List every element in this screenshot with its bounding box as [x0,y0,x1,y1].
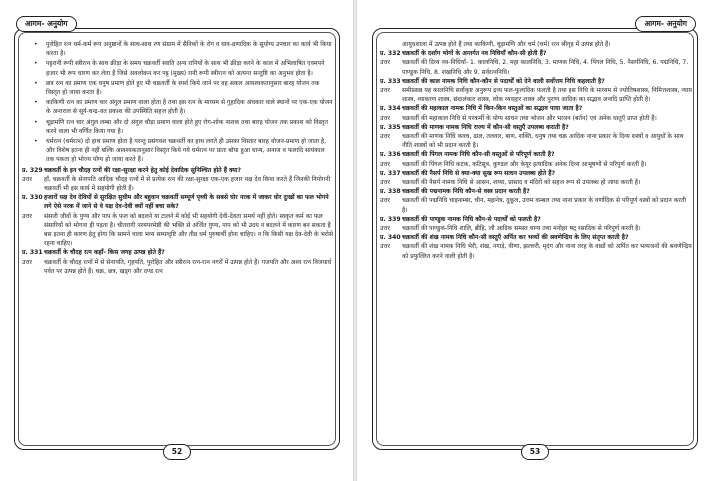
question-number: प्र. 335 [380,123,401,131]
answer-text: चक्रवर्ती की दिव्य नव-निधियाँ- 1. कालनिधि, 2. महा कालनिधि, 3. माणक निधि, 4. पिंगल निधि, 5. नैसर्पनिधि, 6. पद्मनिधि, 7. पाण्डुक निधि, 8. शंखनिधि और 9. सर्वरत्ननिधि। [402,59,689,76]
bullet-icon: • [34,99,38,107]
answer-label: उत्तर [22,212,33,220]
question-text: चक्रवर्ती की पिंगल नामक निधि कौन-सी वस्तुओं से परिपूर्ण करती है? [402,151,555,159]
question-number: प्र. 337 [380,169,401,177]
answer-text: संसारी जीवों के पुण्य और पाप के फल को बदलने या टालने में कोई भी सहयोगी देवी-देवता समर्थ नहीं होते। स्वकृत कर्म का फल संसारियों को भोगना ही पड़ता है। चीतरागी परमपरमेष्ठी की भक्ति से अर्जित पुण्य, पाप को भी उदय न बदलने में कारण बन सकता है बस इतना ही कारण हेतु होगा कि सामने वाला भव्य सम्यग्दृष्टि और तीव्र धर्म पुरुषार्थी होना चाहिए। न कि किसी यक्ष देव-देवी के भरोसे रहना चाहिए। [44,212,333,248]
bullet-text: छत्र रत्न का प्रमाण एक धनुष प्रमाण होते हुए भी चक्रवर्ती के स्पर्श किये जाने पर वह सकल आवश्यकतानुसार बारह योजन तक विस्तृत हो जाया करता है। [46,79,320,97]
page-number: 52 [163,444,191,460]
answer-text: समीप्रसन्न यह कालनिधि सर्वोकृष्ट अनुरूप द्रव्य फल-फूलादिक फलती है तथा इस निधि के माध्यम से ज्योतिषशास्त्र, निमित्तशास्त्र, न्याय शास्त्र, व्याकरण शास्त्र, छंदालंकार शास्त्र, लोक व्यवहार शास्त्र और पुराण आदिक का सद्भाव अनादि प्राप्ति होती है। [402,87,692,104]
answer-row [22,175,334,193]
answer-text: चक्रवर्ती की पाण्डुक-निधि शालि, ब्रीहि, जौ आदिक समस्त धान्य तथा मनोहर षट् रसादिक से परिपूर्ण करती है। [402,225,641,233]
answer-label: उत्तर [380,243,391,251]
bullet-icon: • [34,79,38,87]
bullet-icon: • [34,118,38,126]
bullet-icon: • [34,41,38,48]
question-text: चक्रवर्ती की नैसर्प निधि से क्या-क्या सुख रूप साधन उपलब्ध होते हैं? [402,169,556,177]
book-gutter [353,0,357,481]
answer-text: चक्रवर्ती की शंख नामक निधि भेरी, शंख, नगाड़े, वीणा, झल्लरी, मृदंग और नाना तरह के वाद्यों को अर्पित कर भव्यजनों की श्रवणेन्द्रिय को प्रफुल्लित करने वाली होती है। [402,243,692,260]
question-number: प्र. 333 [380,77,401,85]
question-number: प्र. 330 [22,194,43,202]
bullet-item [22,40,334,58]
answer-label: उत्तर [380,114,391,122]
answer-label: उत्तर [380,160,391,168]
answer-label: उत्तर [380,179,391,187]
answer-row [380,114,692,123]
question-row [380,215,692,224]
answer-label: उत्तर [380,225,391,233]
answer-row [380,178,692,187]
answer-row [380,160,692,169]
bullet-text: पट्टरानी रूपी स्त्रीरत्न के साथ क्रीड़ा के समय चक्रवर्ती स्वाति अन्य रानियों के साथ भी क्रीड़ा करने के काल में अभिलाषित एवमपने हजार भी रूप धारण कर लेता है जिसे अवलोकन कर पट्ट (मुख्य) रानी रूपी स्त्रीरत्न को अत्यन्त सन्तुष्टि का अनुभव होता है। [46,60,325,77]
answer-label: उत्तर [22,258,33,266]
bullet-item [22,98,334,116]
answer-row [380,224,692,233]
bullet-icon: • [34,60,38,68]
bullet-text: धर्मरत्न (चर्मरत्न) दो हाथ प्रमाण होता है परन्तु प्रसंगवश चक्रवर्ती का हाथ लगते ही उसका विस्तार बारह योजन-प्रमाण हो जाता है, और विशेष इतना ही नहीं बल्कि आवश्यकतानुसार विस्तृत किये गये धर्मरत्न पर प्रातः बोया हुआ धान्य, अनाज व फलादि सायंकाल तक पकता हो भोज्य योग्य हो जाया करते हैं। [46,138,327,164]
bullet-item [22,118,334,136]
bullet-item [22,79,334,97]
bullet-icon: • [34,138,38,146]
question-row [380,169,692,178]
page-content [380,40,692,438]
question-number: प्र. 331 [22,249,43,257]
qa-list [22,166,334,276]
qa-list [380,49,692,261]
question-row [22,166,334,175]
question-row [380,77,692,86]
answer-label: उत्तर [22,175,33,183]
running-header: आगम- अनुयोग [16,16,77,32]
answer-text: चक्रवर्ती की पद्मनिधि चाइनाम्बर, चीन, महानेत्र, दुकूल, उत्तम कम्बल तथा नाना प्रकार के वर्णादिक से परिपूर्ण वस्त्रों को प्रदान करती है। [402,197,686,214]
question-number: प्र. 334 [380,105,401,113]
question-row [380,123,692,132]
question-row [380,49,692,58]
answer-text: चक्रवर्ती की नैसर्प नामक निधि से आसन, शय्या, प्रासाद व मंदिरों को सहज रूप से उपलब्ध हो जाया करती है। [402,179,641,187]
answer-row [380,86,692,104]
left-page [4,4,350,474]
bullet-text: काकिणी रत्न का प्रमाण चार अंगुल प्रमाण वाला होता है तथा इस रत्न के माध्यम से गुहादिक अंधकार वाले स्थानों पर एक-एक योजन के अन्तराल से सूर्य-चन्द्र-वत प्रकाश की उपस्थिति सहज होती है। [46,99,333,116]
bullet-item [22,137,334,165]
question-text: चक्रवर्ती की पद्मनामक निधि कौन-से वस्त्र प्रदान करती है? [402,188,530,196]
question-row [380,187,692,196]
answer-label: उत्तर [380,133,391,141]
answer-text: चक्रवर्ती की माणक निधि कवच, ढाल, तलवार, बाण, शक्ति, धनुष तथा चक्र आदिक नाना प्रकार के दिव्य शस्त्रों व आयुधों के साथ नीति शास्त्रों को भी प्रदान करती है। [402,133,684,150]
bullet-item [22,59,334,77]
question-text: चक्रवर्ती के चौदह रत्न कहाँ- किस जगह उत्पन्न होते हैं? [44,249,165,257]
continuation-paragraph: आयुधशाला में उत्पन्न होते हैं तथा काकिणी, चूड़ामणि और चर्म (चर्म) रत्न श्रीगृह में उत्पन्न होते हैं। [402,41,611,48]
bullet-text: पुरोहित रत्न धर्म-कर्म रूप अनुष्ठानों के साथ-साथ रण संग्राम में सैनिकों के रोग व घाव-व्रणादिक के सुयोग्य उपचार का कार्य भी किया करता है। [46,41,332,58]
question-number: प्र. 336 [380,151,401,159]
answer-text: चक्रवर्ती के चौदह रत्नों में से सेनापति, गृहपति, पुरोहित और स्त्रीरत्न रत्न-रत्न नगरों में उत्पन्न होते हैं। गजपति और अश्व रत्न विजयार्ध पर्वत पर उत्पन्न होते हैं। चक्र, छत्र, खड्ग और दण्ड रत्न [44,258,332,275]
answer-label: उत्तर [380,197,391,205]
question-text: चक्रवर्ती की शंख नामक निधि कौन-सी वस्तुएँ अर्पित कर भव्यों की श्रवणेन्द्रिय के लिए संतृप्त करती है? [402,234,629,242]
answer-row [22,212,334,249]
answer-text: चक्रवर्ती की महाकाल निधि से परकर्मी के योग्य साधन तथा भोजन और भाजन (बर्तन) एवं अनेक धातुएँ प्राप्त होती हैं। [402,114,657,122]
question-text: चक्रवर्ती की पाण्डुक नामक निधि कौन-से पदार्थों को फलती है? [402,215,541,223]
bullet-list [22,40,334,165]
question-text: चक्रवर्ती की काल नामक निधि कौन-कौन से पदार्थों को देने वाली सर्वोत्तम निधि कहलाती है? [402,77,605,85]
answer-label: उत्तर [380,59,391,67]
question-number: प्र. 329 [22,166,43,174]
question-row [22,248,334,257]
question-text: चक्रवर्ती के इन चौदह रत्नों की रक्षा-सुरक्षा करने हेतु कोई देवादिक सुनिश्चित होते हैं क्या? [44,166,242,174]
answer-text: हाँ, चक्रवर्ती के सेनापति आदिक चौदह रत्नों में से प्रत्येक रत्न की रक्षा-सुरक्षा एक-एक हजार यक्ष देव किया करते हैं जिनकी नियोगनी चक्रवर्ती भी इस कार्य में सहयोगी होती हैं। [44,175,331,193]
answer-row [22,258,334,276]
answer-label: उत्तर [380,87,391,95]
question-text: हजारों यक्ष देव देवियों से सुरक्षित सुधीम और बहुवान चक्रवर्ती सम्पूर्ण पृथ्वी के सबसे घोर नरक में जाकर घोर दुःखों का फल भोगने लगे ऐसे नरक में जाने से वे यक्ष देव-देवी क्यों नहीं बचा सके? [44,194,329,211]
question-row [380,104,692,113]
page-number: 53 [521,444,549,460]
right-page [362,4,708,474]
answer-row [380,242,692,260]
question-text: चक्रवर्ती के दर्शाग भोगों के अन्तर्गत नव निधियाँ कौन-सी होती हैं? [402,50,547,58]
running-header: आगम- अनुयोग [635,16,696,32]
question-row [380,150,692,159]
question-number: प्र. 339 [380,215,401,223]
question-row [380,233,692,242]
answer-text: चक्रवर्ती की पिंगल निधि कटक, कटिसूत्र, कुण्डल और केयूर इत्यादिक अनेक दिव्य आभूषणों से परिपूर्ण करती है। [402,160,647,168]
answer-row [380,58,692,76]
answer-row [380,196,692,214]
question-number: प्र. 338 [380,188,401,196]
question-number: प्र. 340 [380,234,401,242]
question-text: चक्रवर्ती की माणक नामक निधि राज्य में कौन-सी वस्तुएँ उपलब्ध कराती है? [402,123,569,131]
question-text: चक्रवर्ती की महाकाल नामक निधि में किन-किन वस्तुओं का सद्भाव पाया जाता है? [402,105,583,113]
bullet-text: चूड़ामणि रत्न चार अंगुल लम्बा और दो अंगुल चौड़ा प्रमाण वाला होते हुए रोग-शोक नाशक तथा बारह योजन तक प्रकाश को विस्तृत करने वाला भी वर्णित किया गया है। [46,118,328,135]
page-content [22,40,334,438]
question-number: प्र. 332 [380,50,401,58]
answer-row [380,132,692,150]
question-row [22,193,334,211]
